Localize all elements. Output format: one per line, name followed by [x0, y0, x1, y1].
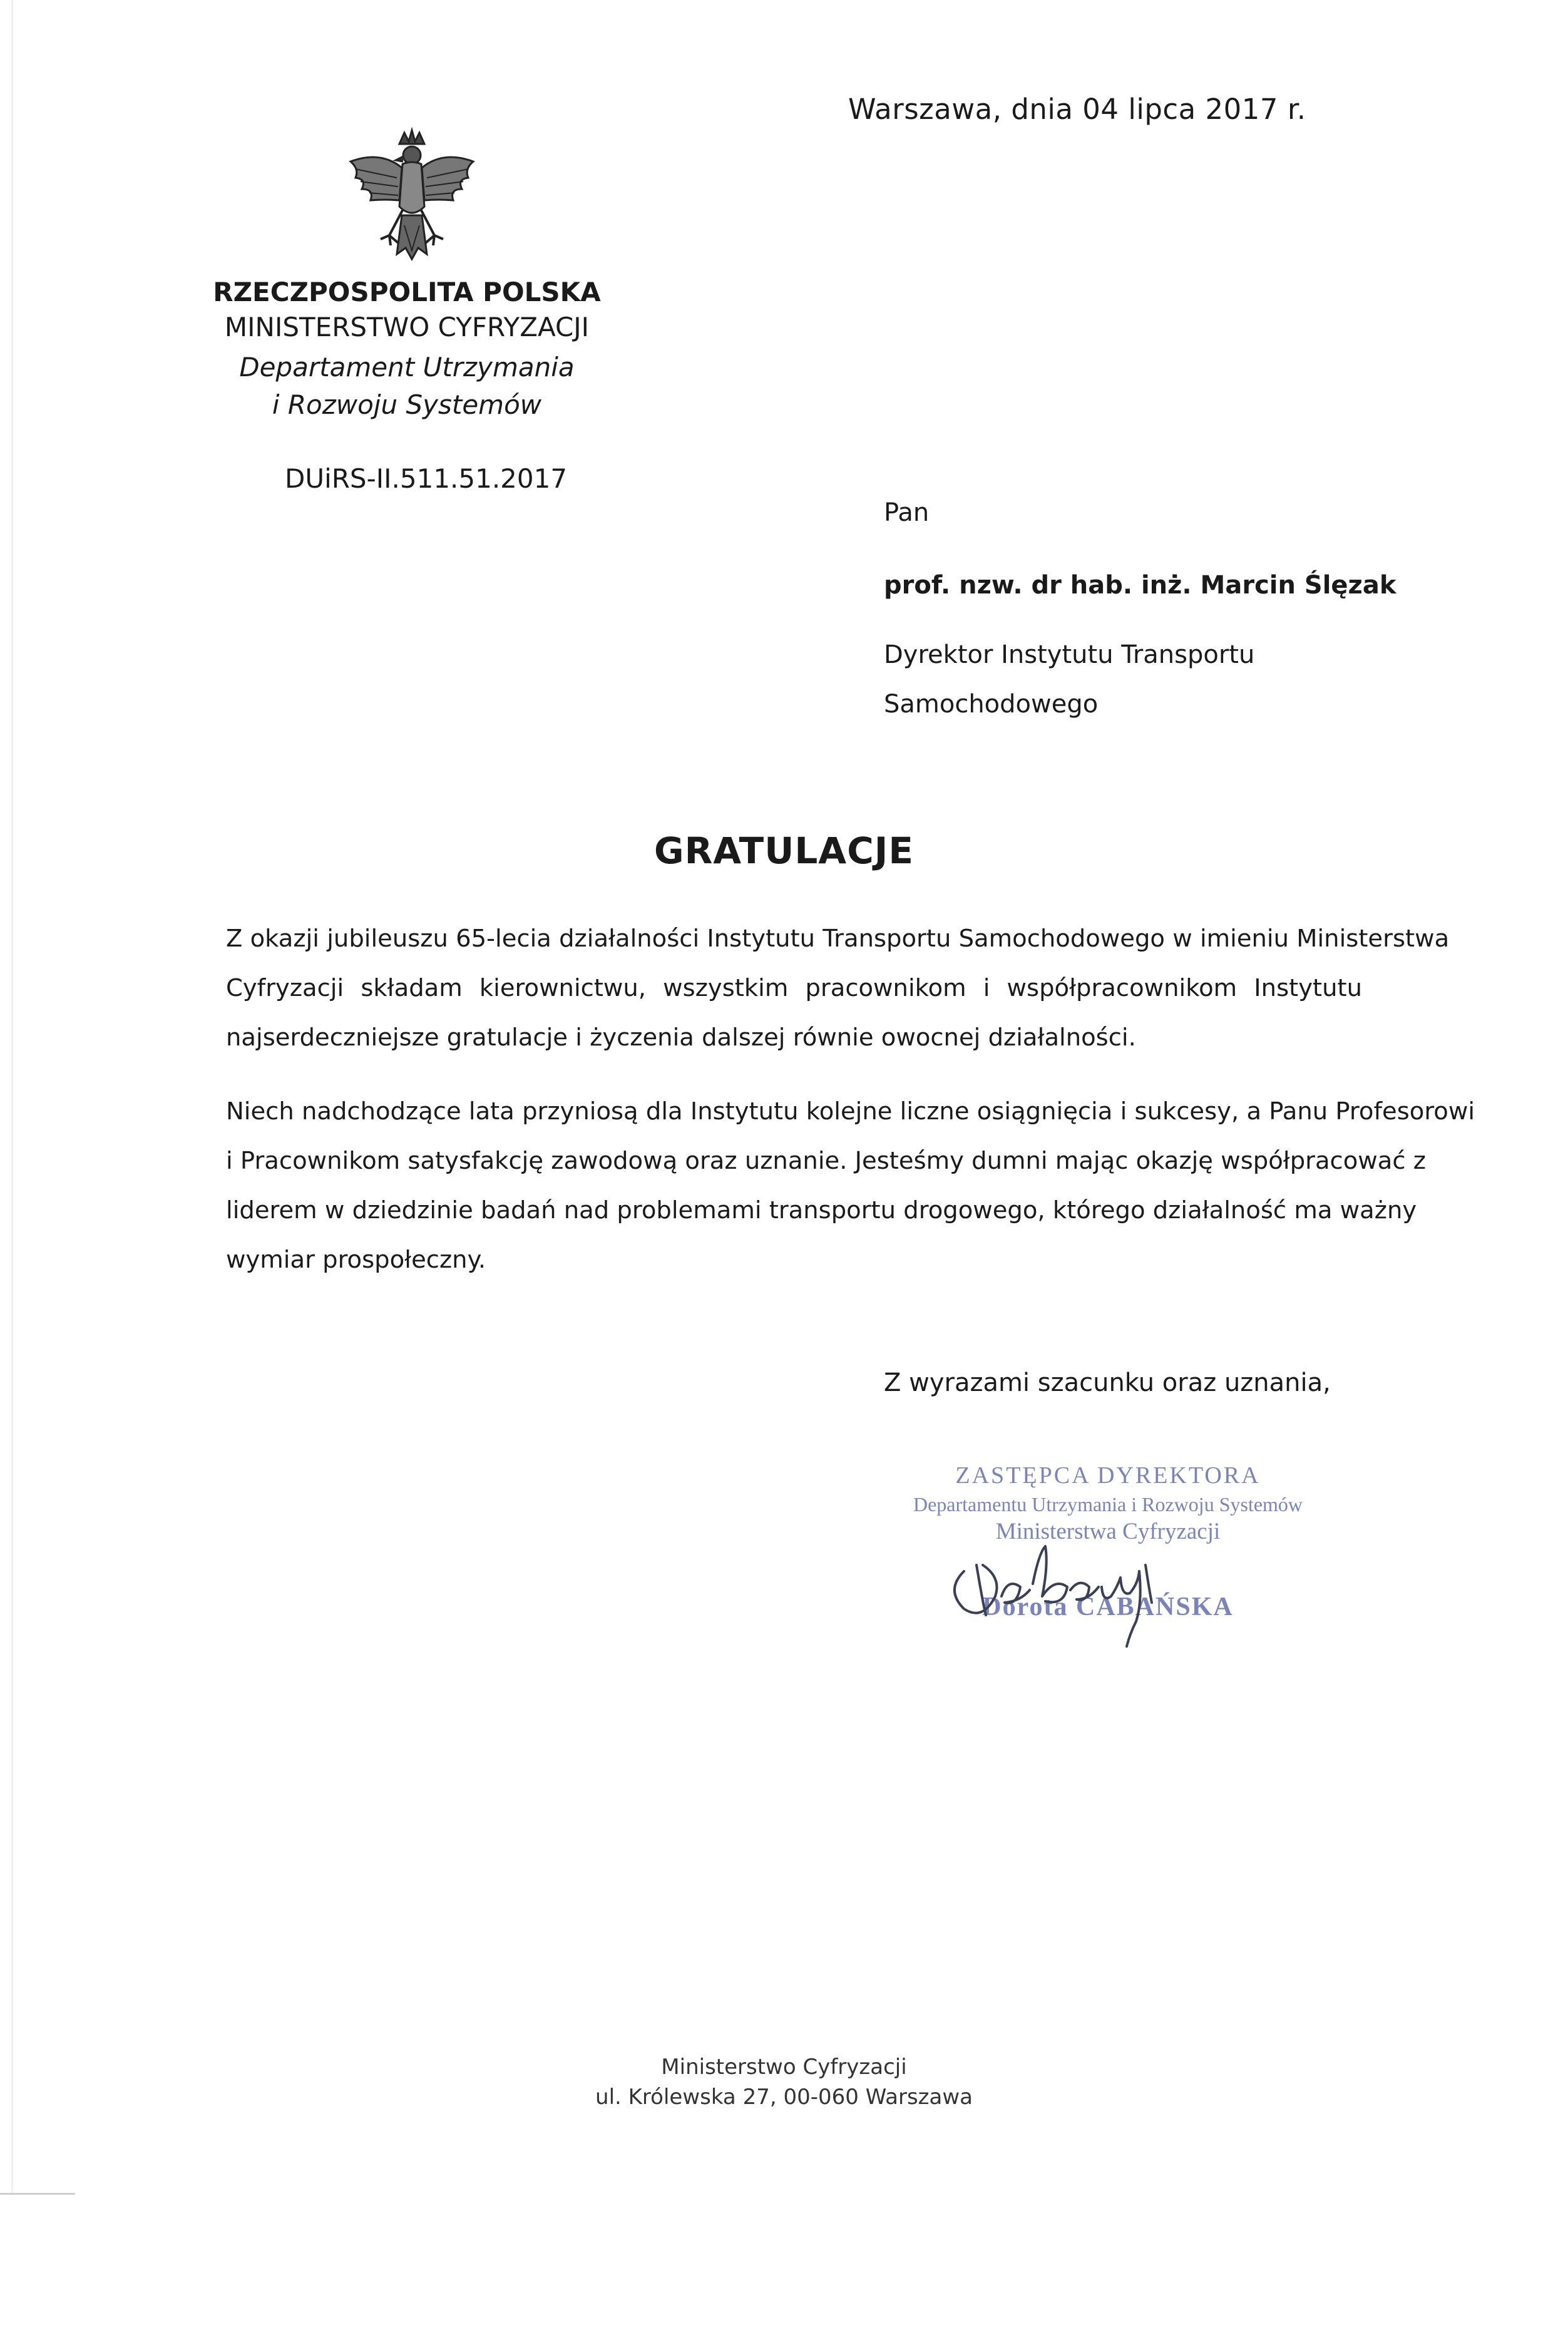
sender-department-line2: i Rozwoju Systemów — [272, 389, 542, 420]
sender-ministry: MINISTERSTWO CYFRYZACJI — [224, 312, 590, 342]
page-bottom-edge — [0, 2193, 75, 2195]
stamp-position: ZASTĘPCA DYREKTORA — [955, 1462, 1261, 1489]
page-edge-shadow — [11, 0, 13, 2193]
paragraph-1 — [226, 914, 1450, 1062]
paragraph-1-line: najserdeczniejsze gratulacje i życzenia dalszej równie owocnej działalności. — [226, 1024, 1136, 1052]
recipient-name: prof. nzw. dr hab. inż. Marcin Ślęzak — [884, 571, 1396, 600]
paragraph-2-line: i Pracownikom satysfakcję zawodową oraz uznanie. Jesteśmy dumni mając okazję współpracować z — [226, 1147, 1426, 1175]
paragraph-1-line: Cyfryzacji składam kierownictwu, wszystkim pracownikom i współpracownikom Instytutu — [226, 974, 1362, 1002]
recipient-title-line1: Dyrektor Instytutu Transportu — [884, 640, 1255, 669]
footer-address: ul. Królewska 27, 00-060 Warszawa — [595, 2085, 973, 2110]
paragraph-1-line: Z okazji jubileuszu 65-lecia działalności Instytutu Transportu Samochodowego w imieniu Ministerstwa — [226, 925, 1450, 953]
paragraph-2-line: wymiar prospołeczny. — [226, 1246, 486, 1274]
footer-ministry: Ministerstwo Cyfryzacji — [661, 2055, 907, 2080]
date-line: Warszawa, dnia 04 lipca 2017 r. — [848, 93, 1306, 126]
stamp-ministry: Ministerstwa Cyfryzacji — [995, 1519, 1221, 1544]
polish-eagle-emblem-icon — [337, 125, 487, 275]
sender-department-line1: Departament Utrzymania — [239, 352, 575, 382]
recipient-salutation: Pan — [884, 498, 930, 527]
letter-heading: GRATULACJE — [654, 829, 914, 872]
closing-phrase: Z wyrazami szacunku oraz uznania, — [884, 1368, 1331, 1397]
sender-country: RZECZPOSPOLITA POLSKA — [213, 277, 601, 307]
paragraph-2-line: Niech nadchodzące lata przyniosą dla Instytutu kolejne liczne osiągnięcia i sukcesy, a Panu Profesorowi — [226, 1097, 1475, 1126]
recipient-title-line2: Samochodowego — [884, 690, 1099, 719]
paragraph-2 — [226, 1087, 1475, 1285]
stamp-department: Departamentu Utrzymania i Rozwoju Systemów — [913, 1493, 1303, 1516]
handwritten-signature-icon — [939, 1527, 1202, 1653]
paragraph-2-line: liderem w dziedzinie badań nad problemami transportu drogowego, którego działalność ma ważny — [226, 1196, 1417, 1224]
reference-number: DUiRS-II.511.51.2017 — [285, 463, 568, 494]
stamp-signatory-name: Dorota CABAŃSKA — [982, 1593, 1234, 1621]
